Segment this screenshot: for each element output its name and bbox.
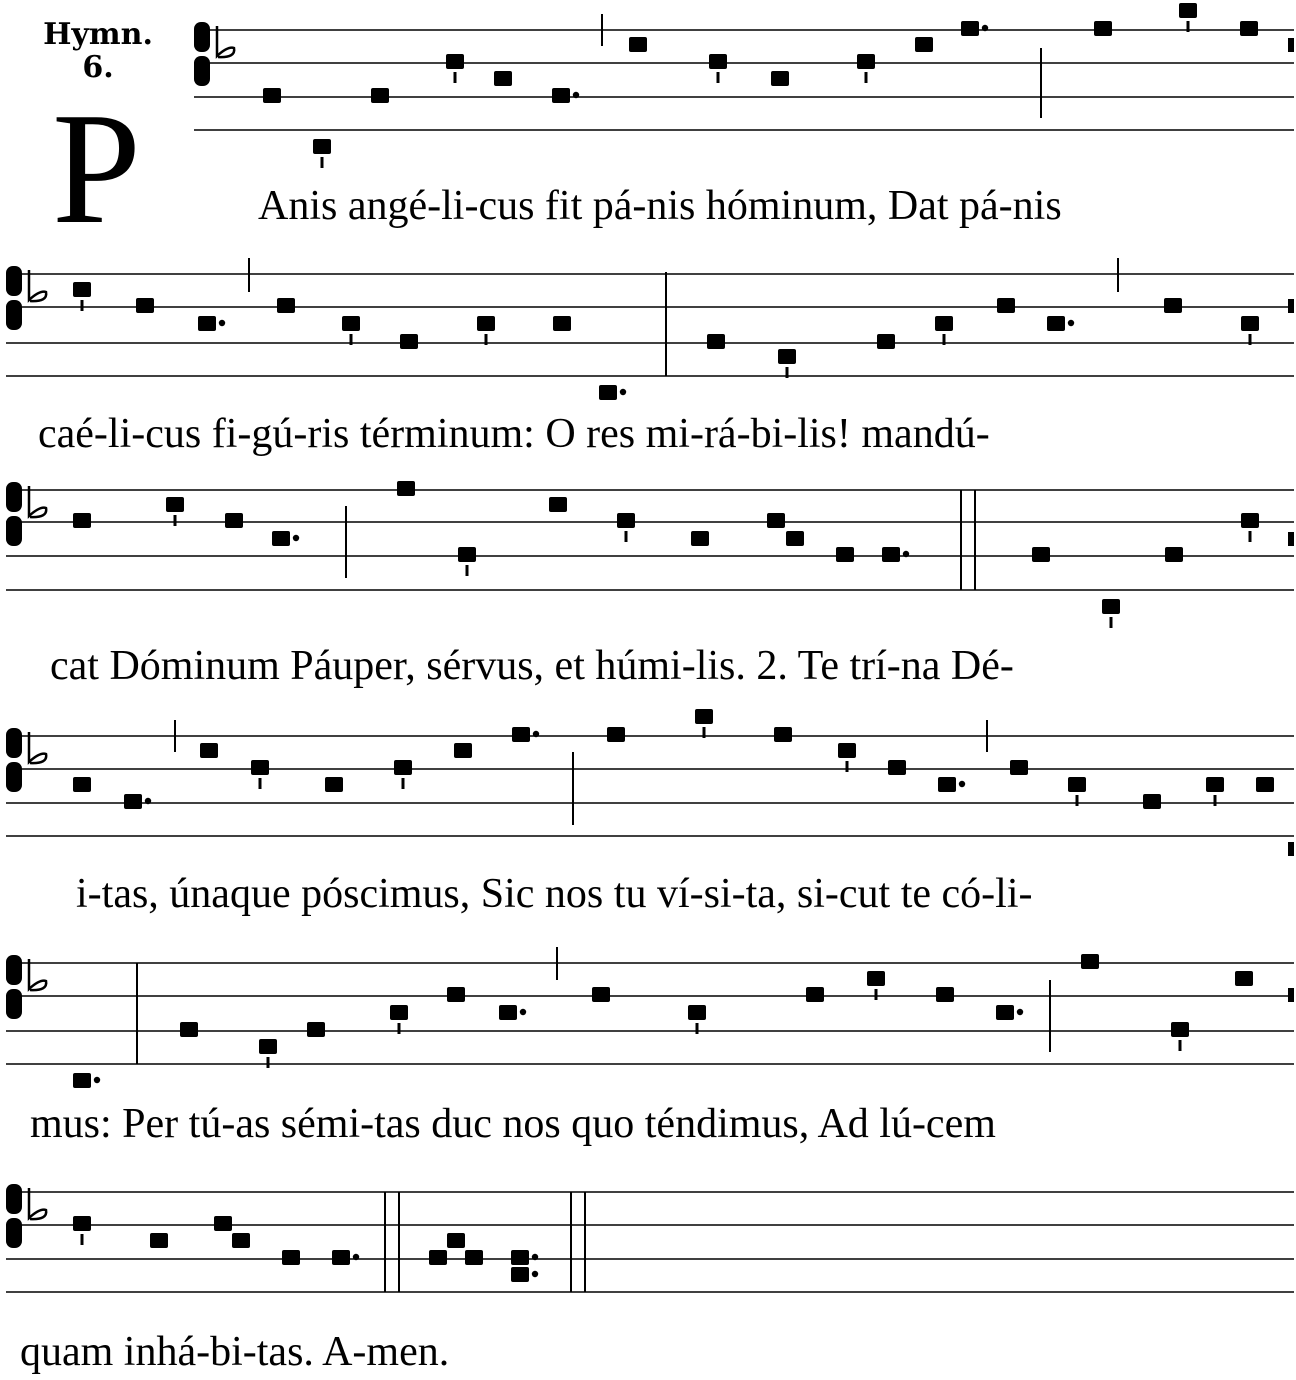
neume-punctum (771, 71, 789, 86)
do-clef-icon (6, 1218, 22, 1248)
hymn-mode: 6. (82, 50, 114, 85)
neume-punctum (1235, 971, 1253, 986)
neume-punctum (617, 513, 635, 528)
neume-punctum (1143, 794, 1161, 809)
do-clef-icon (6, 1184, 22, 1214)
episema-mark (696, 1023, 699, 1034)
neume-punctum (454, 743, 472, 758)
neume-punctum (1241, 316, 1259, 331)
neume-punctum (857, 54, 875, 69)
neume-punctum (888, 760, 906, 775)
neume-punctum (232, 1233, 250, 1248)
lyric-line-5: mus: Per tú-as sémi-tas duc nos quo téndimus, Ad lú-cem (30, 1101, 996, 1147)
neume-punctum (371, 88, 389, 103)
neume-punctum (691, 531, 709, 546)
neume-punctum (512, 727, 530, 742)
neume-punctum (1206, 777, 1224, 792)
do-clef-icon (6, 728, 22, 758)
neume-punctum (688, 1005, 706, 1020)
episema-mark (259, 778, 262, 789)
neume-punctum (552, 88, 570, 103)
neume-punctum (867, 971, 885, 986)
episema-mark (321, 157, 324, 168)
neume-punctum (961, 21, 979, 36)
episema-mark (1179, 1040, 1182, 1051)
mora-dot (1017, 1009, 1023, 1015)
custos-mark (1288, 842, 1294, 856)
neume-punctum (786, 531, 804, 546)
neume-punctum (277, 298, 295, 313)
mora-dot (145, 798, 151, 804)
neume-punctum (259, 1039, 277, 1054)
episema-mark (1249, 531, 1252, 542)
neume-punctum (1171, 1022, 1189, 1037)
mora-dot (353, 1254, 359, 1260)
mora-dot (533, 731, 539, 737)
neume-punctum (73, 282, 91, 297)
neume-punctum (1256, 777, 1274, 792)
episema-mark (846, 761, 849, 772)
neume-punctum (1010, 760, 1028, 775)
neume-punctum (73, 1216, 91, 1231)
neume-punctum (936, 987, 954, 1002)
mora-dot (982, 25, 988, 31)
neume-punctum (390, 1005, 408, 1020)
neume-punctum (629, 37, 647, 52)
episema-mark (786, 367, 789, 378)
episema-mark (398, 1023, 401, 1034)
neume-punctum (1094, 21, 1112, 36)
do-clef-icon (194, 56, 210, 86)
episema-mark (402, 778, 405, 789)
mora-dot (573, 92, 579, 98)
mora-dot (903, 551, 909, 557)
do-clef-icon (194, 22, 210, 52)
mora-dot (532, 1254, 538, 1260)
neume-punctum (1102, 599, 1120, 614)
mora-dot (293, 535, 299, 541)
neume-punctum (607, 727, 625, 742)
neume-punctum (499, 1005, 517, 1020)
neume-punctum (325, 777, 343, 792)
episema-mark (1214, 795, 1217, 806)
neume-punctum (136, 298, 154, 313)
do-clef-icon (6, 762, 22, 792)
neume-punctum (592, 987, 610, 1002)
neume-punctum (150, 1233, 168, 1248)
neume-punctum (307, 1022, 325, 1037)
neume-punctum (774, 727, 792, 742)
initial-letter: P (52, 79, 141, 257)
neume-punctum (695, 709, 713, 724)
neume-punctum (447, 1233, 465, 1248)
lyric-line-2: caé-li-cus fi-gú-ris términum: O res mi-rá-bi-lis! mandú- (38, 411, 990, 457)
episema-mark (350, 334, 353, 345)
mora-dot (532, 1271, 538, 1277)
do-clef-icon (6, 482, 22, 512)
neume-punctum (877, 334, 895, 349)
lyric-line-3: cat Dóminum Páuper, sérvus, et húmi-lis. 2. Te trí-na Dé- (50, 643, 1014, 689)
lyric-line-1: Anis angé-li-cus fit pá-nis hóminum, Dat pá-nis (258, 183, 1062, 229)
episema-mark (875, 989, 878, 1000)
neume-punctum (214, 1216, 232, 1231)
neume-punctum (397, 481, 415, 496)
neume-punctum (73, 1073, 91, 1088)
lyric-line-6: quam inhá-bi-tas. A-men. (20, 1329, 450, 1375)
neume-punctum (342, 316, 360, 331)
mora-dot (959, 781, 965, 787)
neume-punctum (767, 513, 785, 528)
episema-mark (717, 72, 720, 83)
neume-punctum (200, 743, 218, 758)
do-clef-icon (6, 266, 22, 296)
neume-punctum (282, 1250, 300, 1265)
neume-punctum (553, 316, 571, 331)
custos-mark (1288, 988, 1294, 1002)
neume-punctum (180, 1022, 198, 1037)
neume-punctum (1240, 21, 1258, 36)
neume-punctum (251, 760, 269, 775)
neume-punctum (996, 1005, 1014, 1020)
neume-punctum (198, 316, 216, 331)
do-clef-icon (6, 989, 22, 1019)
hymn-label: Hymn. (43, 17, 153, 52)
episema-mark (1076, 795, 1079, 806)
neume-punctum (838, 743, 856, 758)
custos-mark (1288, 38, 1294, 52)
episema-mark (267, 1057, 270, 1068)
do-clef-icon (6, 955, 22, 985)
mora-dot (219, 320, 225, 326)
neume-punctum (1068, 777, 1086, 792)
neume-punctum (707, 334, 725, 349)
neume-punctum (465, 1250, 483, 1265)
neume-punctum (935, 316, 953, 331)
neume-punctum (73, 777, 91, 792)
neume-punctum (332, 1250, 350, 1265)
neume-punctum (778, 349, 796, 364)
neume-punctum (166, 497, 184, 512)
mora-dot (1068, 320, 1074, 326)
neume-punctum (511, 1250, 529, 1265)
neume-punctum (1164, 298, 1182, 313)
neume-punctum (394, 760, 412, 775)
mora-dot (94, 1077, 100, 1083)
neume-punctum (599, 385, 617, 400)
neume-punctum (429, 1250, 447, 1265)
episema-mark (865, 72, 868, 83)
neume-punctum (836, 547, 854, 562)
neume-punctum (882, 547, 900, 562)
neume-punctum (549, 497, 567, 512)
neume-punctum (313, 139, 331, 154)
neume-punctum (477, 316, 495, 331)
episema-mark (466, 565, 469, 576)
neume-punctum (511, 1267, 529, 1282)
neume-punctum (272, 531, 290, 546)
episema-mark (174, 515, 177, 526)
neume-punctum (400, 334, 418, 349)
episema-mark (81, 300, 84, 311)
neume-punctum (494, 71, 512, 86)
custos-mark (1288, 299, 1294, 313)
neume-punctum (1179, 3, 1197, 18)
neume-punctum (124, 794, 142, 809)
neume-punctum (1032, 547, 1050, 562)
custos-mark (1288, 532, 1294, 546)
episema-mark (1187, 21, 1190, 32)
episema-mark (1249, 334, 1252, 345)
neume-punctum (997, 298, 1015, 313)
mora-dot (520, 1009, 526, 1015)
episema-mark (1110, 617, 1113, 628)
neume-punctum (1165, 547, 1183, 562)
neume-punctum (446, 54, 464, 69)
lyric-line-4: i-tas, únaque póscimus, Sic nos tu ví-si-ta, si-cut te có-li- (76, 871, 1033, 917)
neume-punctum (709, 54, 727, 69)
episema-mark (703, 727, 706, 738)
neume-punctum (73, 513, 91, 528)
do-clef-icon (6, 516, 22, 546)
episema-mark (625, 531, 628, 542)
do-clef-icon (6, 300, 22, 330)
mora-dot (620, 389, 626, 395)
neume-punctum (458, 547, 476, 562)
neume-punctum (938, 777, 956, 792)
episema-mark (485, 334, 488, 345)
neume-punctum (225, 513, 243, 528)
neume-punctum (1047, 316, 1065, 331)
neume-punctum (1241, 513, 1259, 528)
neume-punctum (806, 987, 824, 1002)
episema-mark (943, 334, 946, 345)
neume-punctum (915, 37, 933, 52)
neume-punctum (263, 88, 281, 103)
episema-mark (454, 72, 457, 83)
neume-punctum (447, 987, 465, 1002)
neume-punctum (1081, 954, 1099, 969)
episema-mark (81, 1234, 84, 1245)
